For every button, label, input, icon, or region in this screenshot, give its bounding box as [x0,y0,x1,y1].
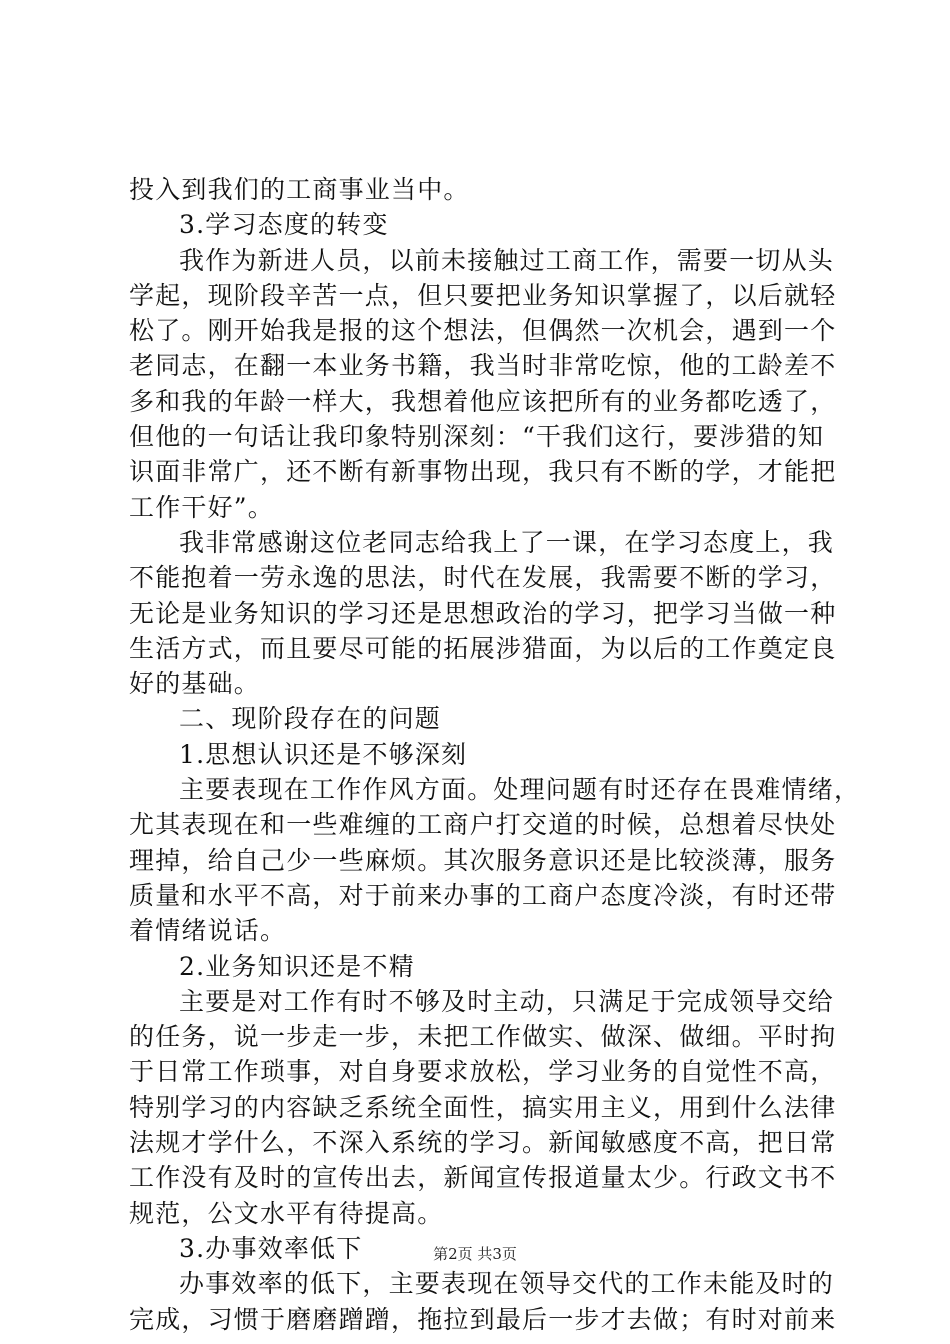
text-line: 主要是对工作有时不够及时主动，只满足于完成领导交给 [179,986,835,1016]
body-text [129,172,861,1337]
text-line: 特别学习的内容缺乏系统全面性，搞实用主义，用到什么法律 [129,1092,837,1122]
text-line: 工作干好”。 [129,492,274,522]
text-line: 我作为新进人员，以前未接触过工商工作，需要一切从头 [179,245,835,275]
text-line: 尤其表现在和一些难缠的工商户打交道的时候，总想着尽快处 [129,810,837,840]
text-line: 2.业务知识还是不精 [179,951,415,981]
text-line: 3.学习态度的转变 [179,210,389,240]
text-line: 投入到我们的工商事业当中。 [129,175,470,204]
text-line: 识面非常广，还不断有新事物出现，我只有不断的学，才能把 [129,457,837,487]
text-line: 1.思想认识还是不够深刻 [179,739,468,769]
text-line: 着情绪说话。 [129,916,287,946]
text-line: 好的基础。 [129,669,261,699]
text-line: 学起，现阶段辛苦一点，但只要把业务知识掌握了，以后就轻 [129,280,837,310]
text-line: 完成，习惯于磨磨蹭蹭，拖拉到最后一步才去做；有时对前来 [129,1304,837,1334]
text-line: 生活方式，而且要尽可能的拓展涉猎面，为以后的工作奠定良 [129,633,837,663]
text-line: 多和我的年龄一样大，我想着他应该把所有的业务都吃透了， [129,386,837,416]
text-line: 工作没有及时的宣传出去，新闻宣传报道量太少。行政文书不 [129,1163,837,1193]
text-line: 二、现阶段存在的问题 [179,704,442,734]
text-line: 但他的一句话让我印象特别深刻：“干我们这行，要涉猎的知 [129,422,825,452]
text-line: 规范，公文水平有待提高。 [129,1198,444,1228]
text-line: 老同志，在翻一本业务书籍，我当时非常吃惊，他的工龄差不 [129,351,837,381]
text-line: 办事效率的低下，主要表现在领导交代的工作未能及时的 [179,1269,835,1299]
text-line: 理掉，给自己少一些麻烦。其次服务意识还是比较淡薄，服务 [129,845,837,875]
text-line: 我非常感谢这位老同志给我上了一课，在学习态度上，我 [179,527,835,557]
text-line: 3.办事效率低下 [179,1233,363,1263]
text-line: 于日常工作琐事，对自身要求放松，学习业务的自觉性不高， [129,1057,837,1087]
page-number: 第2页 共3页 [433,1245,517,1263]
text-line: 质量和水平不高，对于前来办事的工商户态度冷淡，有时还带 [129,880,837,910]
text-line: 松了。刚开始我是报的这个想法，但偶然一次机会，遇到一个 [129,316,837,346]
text-line: 不能抱着一劳永逸的思法，时代在发展，我需要不断的学习， [129,563,837,593]
text-line: 的任务，说一步走一步，未把工作做实、做深、做细。平时拘 [129,1022,837,1052]
text-line: 无论是业务知识的学习还是思想政治的学习，把学习当做一种 [129,598,837,628]
text-line: 主要表现在工作作风方面。处理问题有时还存在畏难情绪， [179,775,861,805]
text-line: 法规才学什么，不深入系统的学习。新闻敏感度不高，把日常 [129,1128,837,1158]
